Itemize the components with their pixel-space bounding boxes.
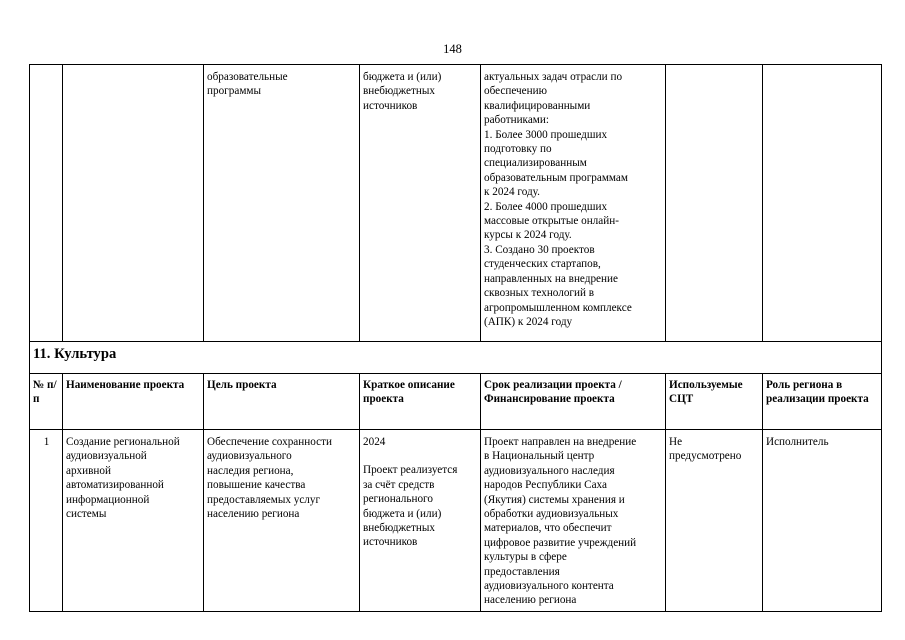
cont-term-line: актуальных задач отрасли по <box>484 71 623 83</box>
cont-desc-line: внебюджетных <box>363 85 435 98</box>
goal-line: населению региона <box>207 508 300 521</box>
cont-cell-term <box>481 65 666 342</box>
page-number: 148 <box>443 42 462 56</box>
header-term: Срок реализации проекта / Финансирование проекта <box>481 374 666 430</box>
desc-line: регионального <box>363 493 433 506</box>
cont-term-line: к 2024 году. <box>484 186 540 199</box>
cont-term-line: специализированным <box>484 157 587 170</box>
goal-line: повышение качества <box>207 479 306 492</box>
cont-term-line: (АПК) к 2024 году <box>484 315 573 328</box>
tech-line: Не <box>669 436 683 448</box>
header-num: № п/п <box>30 374 63 430</box>
row-term <box>481 430 666 612</box>
term-line: в Национальный центр <box>484 450 595 463</box>
cont-term-line: обеспечению <box>484 85 547 98</box>
desc-line: внебюджетных <box>363 522 435 535</box>
cont-desc-line: бюджета и (или) <box>363 71 442 83</box>
header-name: Наименование проекта <box>63 374 204 430</box>
cont-term-line: 1. Более 3000 прошедших <box>484 128 608 141</box>
row-name <box>63 430 204 612</box>
goal-line: Обеспечение сохранности <box>207 436 332 448</box>
projects-table <box>29 64 882 612</box>
term-line: обработки аудиовизуальных <box>484 508 619 521</box>
cont-cell-tech <box>666 65 763 342</box>
cont-cell-desc <box>360 65 481 342</box>
cont-desc-line: источников <box>363 99 418 112</box>
term-line: народов Республики Саха <box>484 479 607 492</box>
cont-cell-goal <box>204 65 360 342</box>
term-line: Проект направлен на внедрение <box>484 436 637 448</box>
cont-cell-num <box>30 65 63 342</box>
desc-year: 2024 <box>363 436 386 448</box>
goal-line: наследия региона, <box>207 464 294 477</box>
cont-goal-line: образовательные <box>207 71 288 83</box>
name-line: Создание региональной <box>66 436 180 448</box>
section-row <box>30 342 882 374</box>
term-line: предоставления <box>484 565 560 578</box>
goal-line: предоставляемых услуг <box>207 493 321 506</box>
header-role: Роль региона в реализации проекта <box>763 374 882 430</box>
term-line: культуры в сфере <box>484 551 567 564</box>
desc-line: бюджета и (или) <box>363 507 442 520</box>
row-goal <box>204 430 360 612</box>
cont-cell-role <box>763 65 882 342</box>
desc-line: за счёт средств <box>363 478 435 491</box>
header-row <box>30 374 882 430</box>
cont-term-line: подготовку по <box>484 143 552 156</box>
row-desc <box>360 430 481 612</box>
cont-goal-line: программы <box>207 85 261 98</box>
continuation-row <box>30 65 882 342</box>
cont-term-line: направленных на внедрение <box>484 272 618 285</box>
section-title: 11. Культура <box>30 342 882 374</box>
name-line: системы <box>66 508 107 521</box>
desc-line: Проект реализуется <box>363 464 458 477</box>
cont-cell-name <box>63 65 204 342</box>
cont-term-line: квалифицированными <box>484 99 591 112</box>
cont-term-line: образовательным программам <box>484 171 628 184</box>
name-line: автоматизированной <box>66 479 164 492</box>
goal-line: аудиовизуального <box>207 450 292 463</box>
cont-term-line: работниками: <box>484 114 549 127</box>
cont-term-line: агропромышленном комплексе <box>484 301 632 314</box>
term-line: аудиовизуального наследия <box>484 464 615 477</box>
cont-term-line: 3. Создано 30 проектов <box>484 243 595 256</box>
cont-term-line: студенческих стартапов, <box>484 258 601 271</box>
term-line: цифровое развитие учреждений <box>484 536 637 549</box>
header-tech: Используемые СЦТ <box>666 374 763 430</box>
term-line: аудиовизуального контента <box>484 580 614 593</box>
row-tech <box>666 430 763 612</box>
term-line: (Якутия) системы хранения и <box>484 493 625 506</box>
term-line: материалов, что обеспечит <box>484 522 612 535</box>
cont-term-line: 2. Более 4000 прошедших <box>484 200 608 213</box>
term-line: населению региона <box>484 594 577 607</box>
desc-line: источников <box>363 536 418 549</box>
name-line: аудиовизуальной <box>66 450 147 463</box>
table-row <box>30 430 882 612</box>
header-desc: Краткое описание проекта <box>360 374 481 430</box>
cont-term-line: сквозных технологий в <box>484 287 595 300</box>
row-role: Исполнитель <box>763 430 882 612</box>
name-line: архивной <box>66 464 111 477</box>
cont-term-line: массовые открытые онлайн- <box>484 215 619 228</box>
row-num: 1 <box>30 430 63 612</box>
header-goal: Цель проекта <box>204 374 360 430</box>
cont-term-line: курсы к 2024 году. <box>484 229 572 242</box>
name-line: информационной <box>66 493 150 506</box>
tech-line: предусмотрено <box>669 450 742 463</box>
desc-spacer <box>363 449 478 463</box>
